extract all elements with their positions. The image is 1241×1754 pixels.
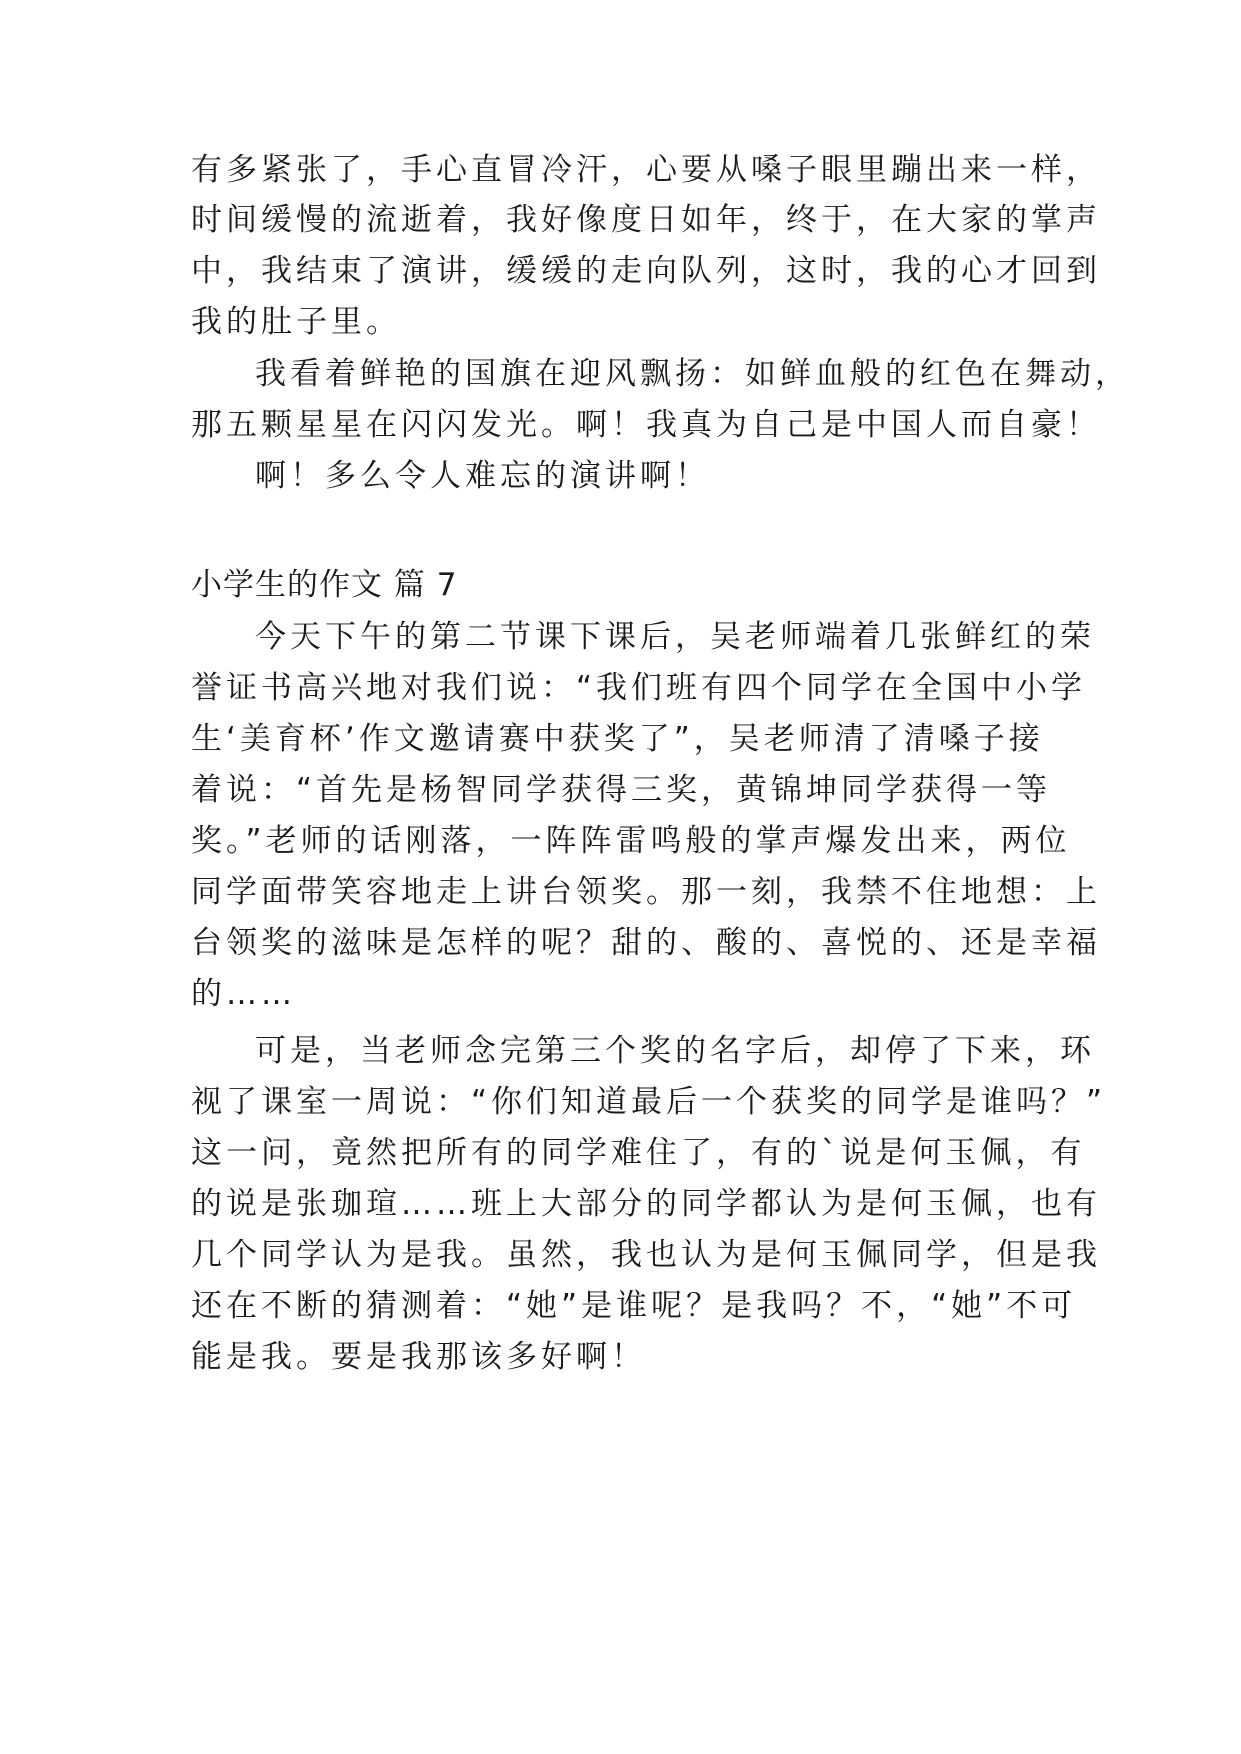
text-line: 那五颗星星在闪闪发光。啊！我真为自己是中国人而自豪！: [191, 407, 1101, 443]
text-line: 几个同学认为是我。虽然，我也认为是何玉佩同学，但是我: [191, 1237, 1101, 1273]
text-line: 台领奖的滋味是怎样的呢？甜的、酸的、喜悦的、还是幸福: [191, 925, 1101, 961]
text-line: 我看着鲜艳的国旗在迎风飘扬：如鲜血般的红色在舞动，: [255, 356, 1130, 392]
text-line: 啊！多么令人难忘的演讲啊！: [255, 458, 710, 494]
text-line: 我的肚子里。: [191, 304, 401, 340]
text-line: 的……: [191, 976, 296, 1012]
text-line: 有多紧张了，手心直冒冷汗，心要从嗓子眼里蹦出来一样，: [191, 152, 1101, 188]
text-line: 视了课室一周说：“你们知道最后一个获奖的同学是谁吗？”: [191, 1084, 1107, 1120]
section-title: 小学生的作文 篇 7: [191, 567, 458, 603]
text-line: 这一问，竟然把所有的同学难住了，有的`说是何玉佩，有: [191, 1135, 1086, 1171]
text-line: 的说是张珈瑄……班上大部分的同学都认为是何玉佩，也有: [191, 1186, 1101, 1222]
text-line: 奖。”老师的话刚落，一阵阵雷鸣般的掌声爆发出来，两位: [191, 823, 1071, 859]
text-line: 中，我结束了演讲，缓缓的走向队列，这时，我的心才回到: [191, 253, 1101, 289]
text-line: 着说：“首先是杨智同学获得三奖，黄锦坤同学获得一等: [191, 772, 1052, 808]
text-line: 今天下午的第二节课下课后，吴老师端着几张鲜红的荣: [255, 619, 1095, 655]
text-line: 时间缓慢的流逝着，我好像度日如年，终于，在大家的掌声: [191, 202, 1101, 238]
text-line: 可是，当老师念完第三个奖的名字后，却停了下来，环: [255, 1033, 1095, 1069]
text-line: 生‘美育杯’作文邀请赛中获奖了”，吴老师清了清嗓子接: [191, 721, 1044, 757]
text-line: 还在不断的猜测着：“她”是谁呢？是我吗？不，“她”不可: [191, 1288, 1077, 1324]
text-line: 同学面带笑容地走上讲台领奖。那一刻，我禁不住地想：上: [191, 874, 1101, 910]
text-line: 誉证书高兴地对我们说：“我们班有四个同学在全国中小学: [191, 670, 1087, 706]
text-line: 能是我。要是我那该多好啊！: [191, 1339, 646, 1375]
